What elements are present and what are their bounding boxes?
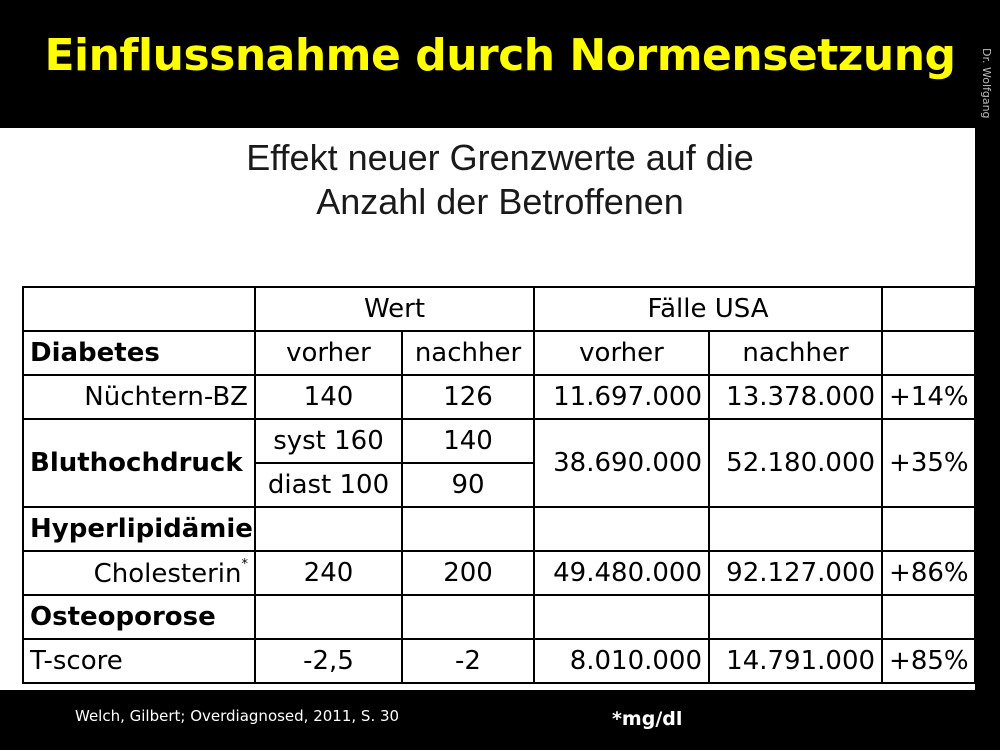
header-wert: Wert	[255, 287, 534, 331]
table-row-cholesterin	[23, 551, 975, 595]
thresholds-table	[22, 286, 976, 684]
empty-cell	[255, 507, 402, 551]
empty-cell	[402, 507, 534, 551]
cell-bluthochdruck-faelle-nachher: 52.180.000	[709, 419, 882, 507]
empty-cell	[534, 507, 709, 551]
empty-cell	[709, 595, 882, 639]
cell-bluthochdruck-faelle-vorher: 38.690.000	[534, 419, 709, 507]
unit-footnote: *mg/dl	[612, 708, 683, 730]
cell-diabetes-faelle-nachher: 13.378.000	[709, 375, 882, 419]
item-cholesterin-label: Cholesterin	[93, 559, 242, 589]
empty-cell	[255, 595, 402, 639]
cell-tscore-wert-nachher: -2	[402, 639, 534, 683]
row-label-osteoporose: Osteoporose	[23, 595, 255, 639]
empty-cell	[882, 507, 975, 551]
cell-syst-nachher: 140	[402, 419, 534, 463]
header-faelle-usa: Fälle USA	[534, 287, 882, 331]
table-row-osteoporose-header	[23, 595, 975, 639]
cell-tscore-faelle-vorher: 8.010.000	[534, 639, 709, 683]
cell-bluthochdruck-change: +35%	[882, 419, 975, 507]
empty-cell	[882, 331, 975, 375]
item-t-score: T-score	[23, 639, 255, 683]
cell-diabetes-wert-nachher: 126	[402, 375, 534, 419]
subheader-wert-nachher: nachher	[402, 331, 534, 375]
cell-diast-vorher: diast 100	[255, 463, 402, 507]
cell-diast-nachher: 90	[402, 463, 534, 507]
cell-cholesterin-change: +86%	[882, 551, 975, 595]
table-row-hyperlipidaemie-header	[23, 507, 975, 551]
item-nuechtern-bz: Nüchtern-BZ	[23, 375, 255, 419]
subtitle-line-2: Anzahl der Betroffenen	[316, 181, 684, 222]
footnote-mark: *	[241, 557, 248, 572]
cell-tscore-change: +85%	[882, 639, 975, 683]
empty-cell	[402, 595, 534, 639]
cell-cholesterin-wert-nachher: 200	[402, 551, 534, 595]
source-citation: Welch, Gilbert; Overdiagnosed, 2011, S. 30	[75, 707, 400, 725]
header-empty-change	[882, 287, 975, 331]
table-row-nuechtern-bz	[23, 375, 975, 419]
table-header-row	[23, 287, 975, 331]
cell-cholesterin-faelle-nachher: 92.127.000	[709, 551, 882, 595]
slide-title: Einflussnahme durch Normensetzung	[44, 30, 956, 81]
cell-diabetes-faelle-vorher: 11.697.000	[534, 375, 709, 419]
cell-diabetes-wert-vorher: 140	[255, 375, 402, 419]
row-label-diabetes: Diabetes	[23, 331, 255, 375]
subheader-wert-vorher: vorher	[255, 331, 402, 375]
cell-tscore-wert-vorher: -2,5	[255, 639, 402, 683]
subheader-faelle-vorher: vorher	[534, 331, 709, 375]
slide-subtitle	[0, 136, 1000, 224]
cell-diabetes-change: +14%	[882, 375, 975, 419]
cell-syst-vorher: syst 160	[255, 419, 402, 463]
row-label-hyperlipidaemie: Hyperlipidämie	[23, 507, 255, 551]
watermark-text: Dr. Wolfgang	[980, 48, 993, 119]
item-cholesterin	[23, 551, 255, 595]
author-watermark	[975, 48, 997, 128]
table-row-bluthochdruck-syst	[23, 419, 975, 463]
row-label-bluthochdruck: Bluthochdruck	[23, 419, 255, 507]
table-row-t-score	[23, 639, 975, 683]
table-row-diabetes-header	[23, 331, 975, 375]
empty-cell	[709, 507, 882, 551]
subheader-faelle-nachher: nachher	[709, 331, 882, 375]
empty-cell	[882, 595, 975, 639]
empty-cell	[534, 595, 709, 639]
header-empty-cell	[23, 287, 255, 331]
cell-cholesterin-wert-vorher: 240	[255, 551, 402, 595]
cell-tscore-faelle-nachher: 14.791.000	[709, 639, 882, 683]
subtitle-line-1: Effekt neuer Grenzwerte auf die	[246, 137, 754, 178]
cell-cholesterin-faelle-vorher: 49.480.000	[534, 551, 709, 595]
